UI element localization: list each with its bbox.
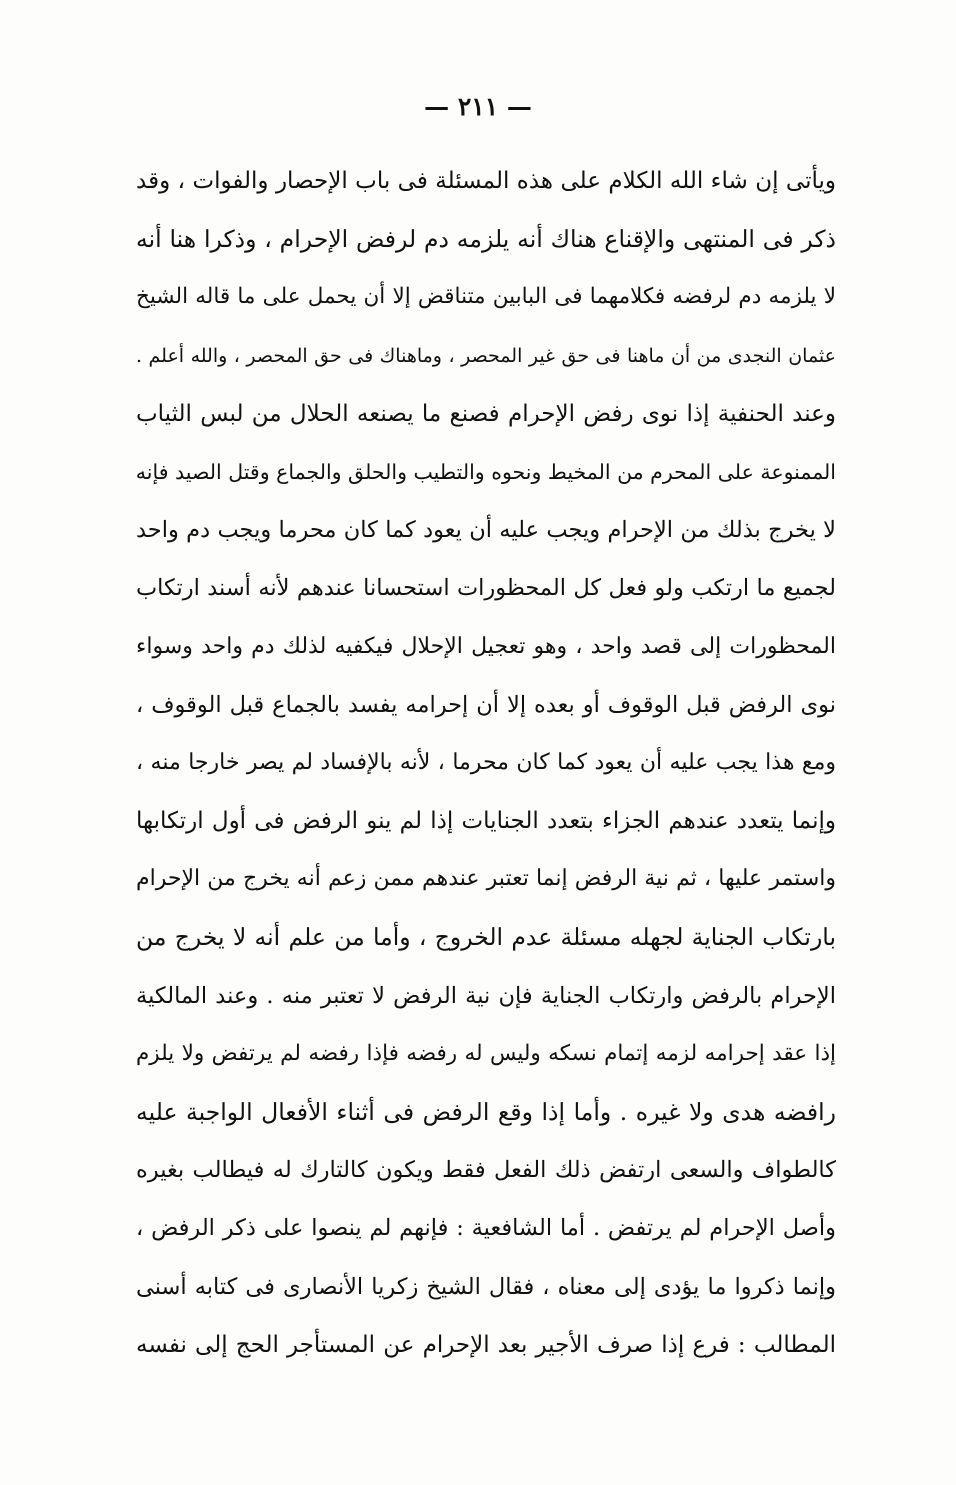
body-text	[136, 152, 836, 1374]
text-line: كالطواف والسعى ارتفض ذلك الفعل فقط ويكون كالتارك له فيطالب بغيره	[136, 1157, 836, 1184]
scan-margin-speck	[18, 600, 24, 760]
page-number: — ٢١١ —	[424, 92, 532, 121]
text-line: واستمر عليها ، ثم نية الرفض إنما تعتبر عندهم ممن زعم أنه يخرج من الإحرام	[136, 866, 836, 892]
text-line: وعند الحنفية إذا نوى رفض الإحرام فصنع ما يصنعه الحلال من لبس الثياب	[136, 400, 836, 427]
text-line: رافضه هدى ولا غيره . وأما إذا وقع الرفض فى أثناء الأفعال الواجبة عليه	[136, 1098, 836, 1126]
text-line: المحظورات إلى قصد واحد ، وهو تعجيل الإحلال فيكفيه لذلك دم واحد وسواء	[136, 633, 836, 659]
text-line: ومع هذا يجب عليه أن يعود كما كان محرما ، لأنه بالإفساد لم يصر خارجا منه ،	[136, 749, 836, 775]
text-line: وإنما يتعدد عندهم الجزاء بتعدد الجنايات إذا لم ينو الرفض فى أول ارتكابها	[136, 808, 836, 835]
text-line: الإحرام بالرفض وارتكاب الجناية فإن نية الرفض لا تعتبر منه . وعند المالكية	[136, 982, 836, 1009]
text-line: عثمان النجدى من أن ماهنا فى حق غير المحصر ، وماهناك فى حق المحصر ، والله أعلم .	[136, 344, 836, 367]
text-line: لا يخرج بذلك من الإحرام ويجب عليه أن يعود كما كان محرما ويجب دم واحد	[136, 517, 836, 544]
text-line: إذا عقد إحرامه لزمه إتمام نسكه وليس له رفضه فإذا رفضه لم يرتفض ولا يلزم	[136, 1040, 836, 1066]
text-line: وأصل الإحرام لم يرتفض . أما الشافعية : فإنهم لم ينصوا على ذكر الرفض ،	[136, 1215, 836, 1242]
text-line: المطالب : فرع إذا صرف الأجير بعد الإحرام عن المستأجر الحج إلى نفسه	[136, 1331, 836, 1358]
text-line: لجميع ما ارتكب ولو فعل كل المحظورات استحسانا عندهم لأنه أسند ارتكاب	[136, 575, 836, 602]
text-line: الممنوعة على المحرم من المخيط ونحوه والتطيب والحلق والجماع وقتل الصيد فإنه	[136, 459, 836, 484]
text-line: نوى الرفض قبل الوقوف أو بعده إلا أن إحرامه يفسد بالجماع قبل الوقوف ،	[136, 691, 836, 718]
text-line: ويأتى إن شاء الله الكلام على هذه المسئلة فى باب الإحصار والفوات ، وقد	[136, 168, 836, 194]
text-line: لا يلزمه دم لرفضه فكلامهما فى البابين متناقض إلا أن يحمل على ما قاله الشيخ	[136, 284, 836, 310]
text-line: وإنما ذكروا ما يؤدى إلى معناه ، فقال الشيخ زكريا الأنصارى فى كتابه أسنى	[136, 1273, 836, 1300]
text-line: بارتكاب الجناية لجهله مسئلة عدم الخروج ، وأما من علم أنه لا يخرج من	[136, 923, 836, 952]
text-line: ذكر فى المنتهى والإقناع هناك أنه يلزمه دم لرفض الإحرام ، وذكرا هنا أنه	[136, 225, 836, 254]
